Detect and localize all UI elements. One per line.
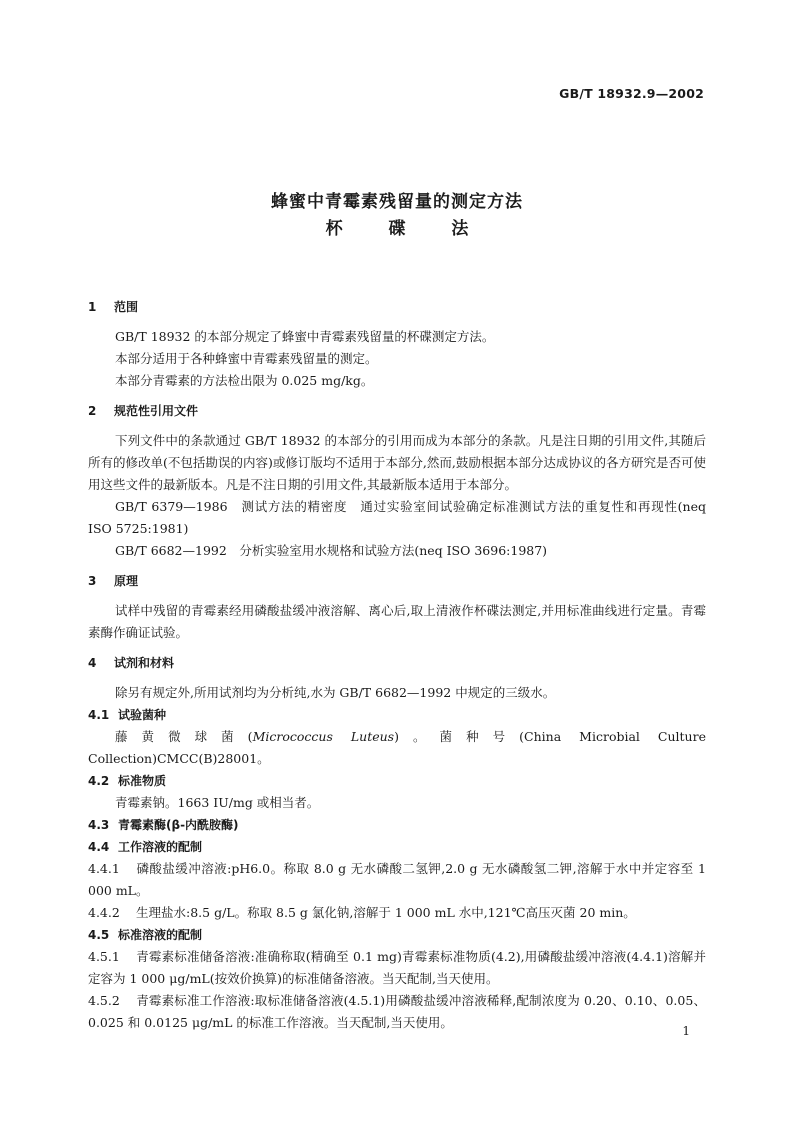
subsection-number: 4.3 — [88, 818, 110, 832]
subsection-number: 4.4 — [88, 840, 110, 854]
paragraph: 下列文件中的条款通过 GB/T 18932 的本部分的引用而成为本部分的条款。凡是注日期的引用文件,其随后所有的修改单(不包括勘误的内容)或修订版均不适用于本部分,然而,鼓励根据本部分达成协议的各方研究是否可使用这些文件的最新版本。凡是不注日期的引用文件,其最新版本适用于本部分。 — [88, 433, 706, 492]
section-title: 试剂和材料 — [114, 656, 175, 670]
subsection-4-4-heading — [88, 836, 706, 858]
paragraph: 青霉素钠。1663 IU/mg 或相当者。 — [115, 795, 320, 810]
clause-number: 4.5.2 — [88, 993, 120, 1008]
section-3-heading — [88, 570, 706, 592]
subsection-title: 标准溶液的配制 — [118, 928, 203, 942]
subsection-title: 试验菌种 — [118, 708, 167, 722]
standard-number: GB/T 18932.9—2002 — [559, 86, 704, 101]
section-number: 4 — [88, 656, 97, 670]
section-4-heading — [88, 652, 706, 674]
clause-text: 生理盐水:8.5 g/L。称取 8.5 g 氯化钠,溶解于 1 000 mL 水中,121℃高压灭菌 20 min。 — [136, 905, 636, 920]
subsection-4-2-heading — [88, 770, 706, 792]
subsection-number: 4.2 — [88, 774, 110, 788]
page-number: 1 — [682, 1024, 690, 1038]
clause-4-4-1 — [88, 858, 706, 902]
section-2-heading — [88, 400, 706, 422]
clause-number: 4.4.1 — [88, 861, 120, 876]
section-number: 3 — [88, 574, 97, 588]
clause-4-4-2 — [88, 902, 706, 924]
reference-item: GB/T 6379—1986 测试方法的精密度 通过实验室间试验确定标准测试方法的重复性和再现性(neq ISO 5725:1981) — [88, 499, 706, 536]
subsection-number: 4.5 — [88, 928, 110, 942]
section-title: 原理 — [114, 574, 139, 588]
subsection-title: 工作溶液的配制 — [118, 840, 203, 854]
clause-4-5-2 — [88, 990, 706, 1034]
paragraph: 本部分适用于各种蜂蜜中青霉素残留量的测定。 — [115, 351, 378, 366]
section-title: 范围 — [114, 300, 139, 314]
reference-item: GB/T 6682—1992 分析实验室用水规格和试验方法(neq ISO 3696:1987) — [115, 543, 548, 558]
section-number: 1 — [88, 300, 97, 314]
paragraph: 本部分青霉素的方法检出限为 0.025 mg/kg。 — [115, 373, 374, 388]
section-title: 规范性引用文件 — [114, 404, 199, 418]
clause-text: 磷酸盐缓冲溶液:pH6.0。称取 8.0 g 无水磷酸二氢钾,2.0 g 无水磷酸氢二钾,溶解于水中并定容至 1 000 mL。 — [88, 861, 706, 898]
paragraph: 试样中残留的青霉素经用磷酸盐缓冲液溶解、离心后,取上清液作杯碟法测定,并用标准曲线进行定量。青霉素酶作确证试验。 — [88, 603, 706, 640]
text-segment: )。菌种号(China Microbial Culture Collection)CMCC(B)28001。 — [88, 729, 706, 766]
clause-number: 4.4.2 — [88, 905, 120, 920]
paragraph — [88, 726, 706, 770]
paragraph: GB/T 18932 的本部分规定了蜂蜜中青霉素残留量的杯碟测定方法。 — [115, 329, 495, 344]
clause-text: 青霉素标准工作溶液:取标准储备溶液(4.5.1)用磷酸盐缓冲溶液稀释,配制浓度为 0.20、0.10、0.05、0.025 和 0.0125 μg/mL 的标准工作溶液。当天配制,当天使用。 — [88, 993, 706, 1030]
subsection-4-3-heading — [88, 814, 706, 836]
subsection-4-5-heading — [88, 924, 706, 946]
text-segment: 藤黄微球菌( — [115, 729, 253, 744]
document-subtitle: 杯 碟 法 — [325, 219, 469, 239]
section-number: 2 — [88, 404, 97, 418]
paragraph: 除另有规定外,所用试剂均为分析纯,水为 GB/T 6682—1992 中规定的三级水。 — [115, 685, 556, 700]
clause-text: 青霉素标准储备溶液:准确称取(精确至 0.1 mg)青霉素标准物质(4.2),用磷酸盐缓冲溶液(4.4.1)溶解并定容为 1 000 μg/mL(按效价换算)的标准储备溶液。当天配制,当天使用。 — [88, 949, 706, 986]
document-body — [88, 296, 706, 1034]
subsection-number: 4.1 — [88, 708, 110, 722]
clause-number: 4.5.1 — [88, 949, 120, 964]
clause-4-5-1 — [88, 946, 706, 990]
subsection-title: 标准物质 — [118, 774, 167, 788]
subsection-4-1-heading — [88, 704, 706, 726]
section-1-heading — [88, 296, 706, 318]
subsection-title: 青霉素酶(β-内酰胺酶) — [118, 818, 239, 832]
document-title: 蜂蜜中青霉素残留量的测定方法 — [271, 192, 523, 212]
species-name: Micrococcus Luteus — [252, 729, 395, 744]
